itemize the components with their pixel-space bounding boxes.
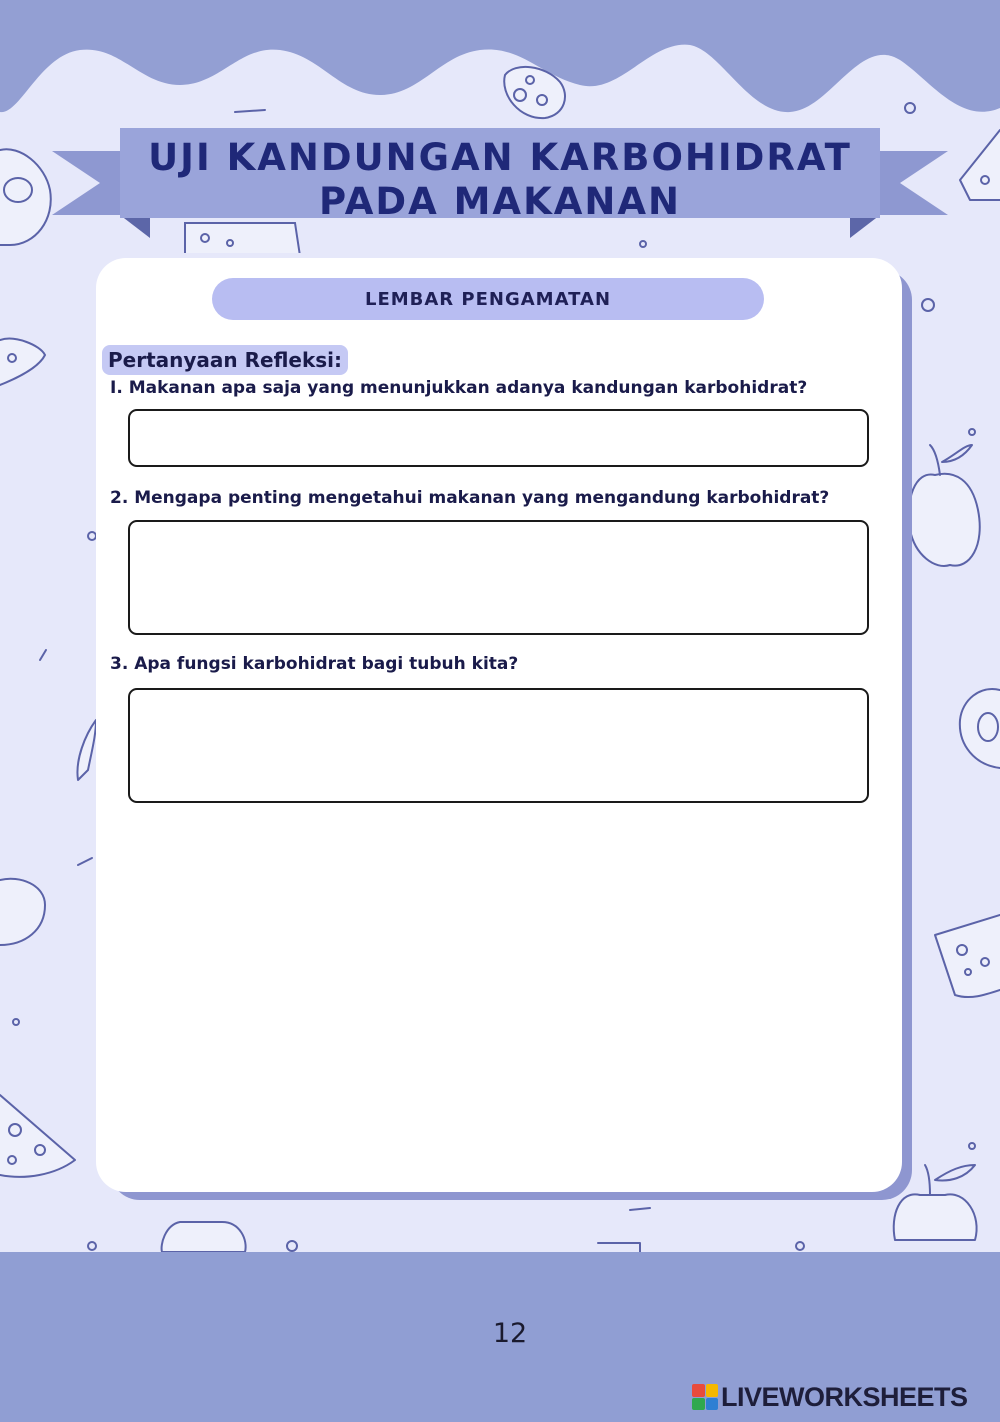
answer-2-input[interactable]: [128, 520, 869, 635]
title-line-1: UJI KANDUNGAN KARBOHIDRAT: [148, 136, 852, 179]
cheese-wedge-doodle-icon: [935, 915, 1000, 997]
question-1-text: I. Makanan apa saja yang menunjukkan adanya kandungan karbohidrat?: [110, 378, 808, 398]
answer-1-input[interactable]: [128, 409, 869, 467]
title-line-2: PADA MAKANAN: [319, 180, 681, 223]
question-2-text: 2. Mengapa penting mengetahui makanan yang mengandung karbohidrat?: [110, 488, 830, 508]
liveworksheets-brand[interactable]: [692, 1381, 968, 1413]
question-3-text: 3. Apa fungsi karbohidrat bagi tubuh kita?: [110, 654, 519, 674]
sheet-label-pill: LEMBAR PENGAMATAN: [212, 278, 764, 320]
page-title: [120, 128, 880, 228]
apple-doodle-icon: [909, 429, 980, 566]
carrot-doodle-icon: [77, 720, 96, 780]
answer-3-input[interactable]: [128, 688, 869, 803]
donut-doodle-icon: [960, 689, 1000, 768]
cookie-doodle-icon: [504, 67, 565, 118]
egg-doodle-icon: [0, 879, 45, 945]
section-heading: Pertanyaan Refleksi:: [102, 345, 348, 375]
brand-text: LIVEWORKSHEETS: [721, 1381, 968, 1412]
page-number: 12: [492, 1318, 528, 1349]
apple-bottom-left-doodle-icon: [162, 1222, 246, 1252]
liveworksheets-logo-icon: [692, 1384, 718, 1410]
pizza-doodle-icon: [0, 1095, 75, 1177]
bread-doodle-icon: [0, 339, 45, 385]
